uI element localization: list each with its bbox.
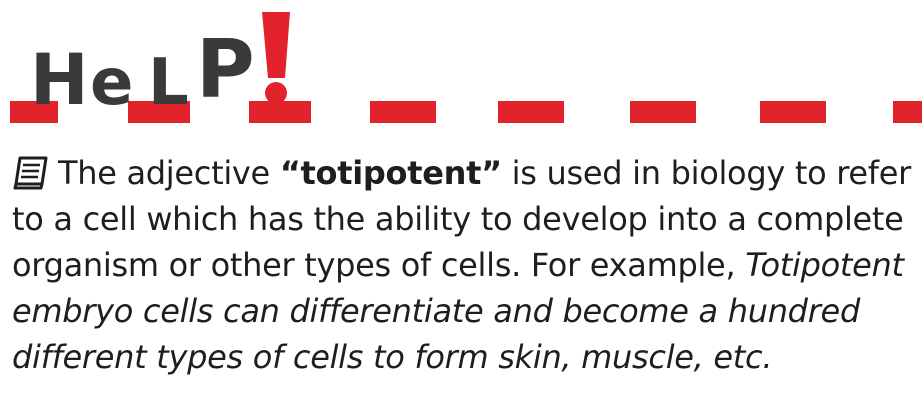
dash-segment [370,101,436,123]
help-header [0,0,922,130]
definition-intro: The adjective [58,154,280,192]
exclamation-dot [265,82,287,104]
book-icon [12,154,52,190]
definition-term: “totipotent” [279,154,502,192]
dash-segment [630,101,696,123]
help-header-graphic [0,0,922,130]
dash-segment [498,101,564,123]
logo-letter-e: e [90,46,134,120]
dash-segment [249,101,311,123]
dash-segment [893,101,922,123]
logo-letter-h: H [30,39,89,121]
exclamation-bar [262,12,290,78]
logo-exclamation [262,12,290,104]
dashed-rule [10,101,922,123]
help-logo [30,12,290,121]
logo-letter-l: L [148,46,189,120]
logo-letter-p: P [196,23,255,116]
definition-text: is used in biology to refer to a cell which has the ability to develop into a complete organism or other types of cells. For example, [12,154,912,284]
definition-paragraph [12,150,917,380]
definition-example: Totipotent embryo cells can differentiate and become a hundred different types of cells to form skin, muscle, etc. [12,246,904,376]
dash-segment [760,101,826,123]
